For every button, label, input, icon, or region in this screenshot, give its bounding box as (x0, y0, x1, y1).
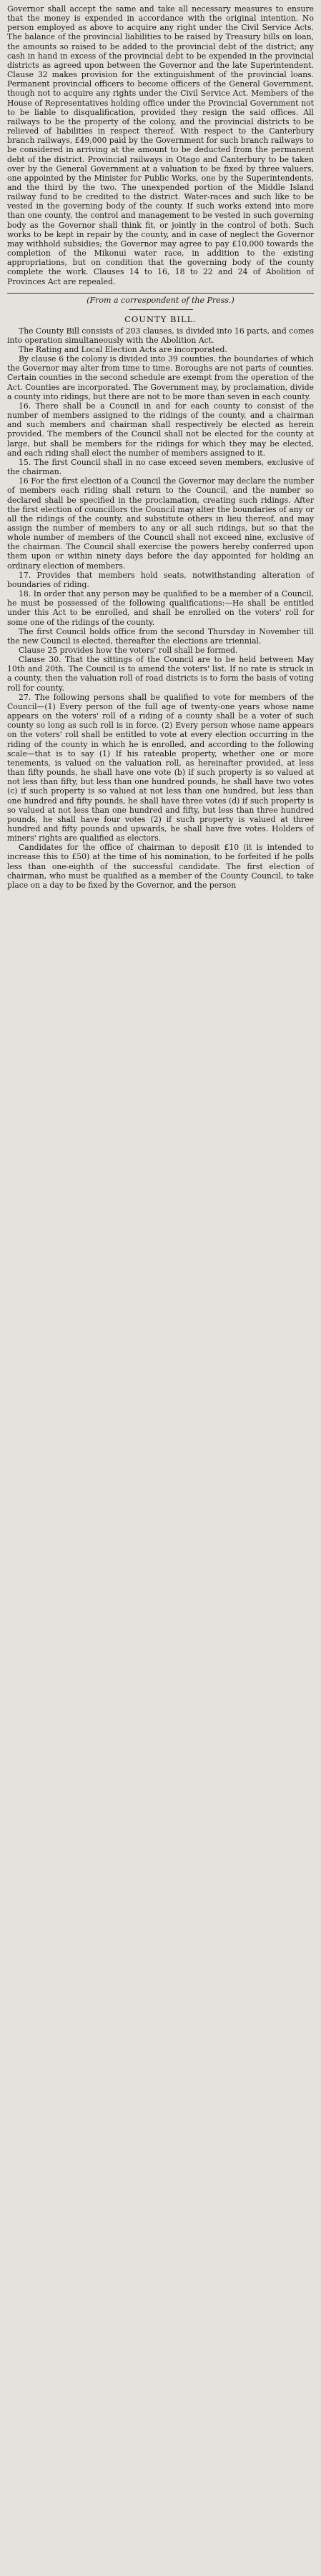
county-bill-paragraphs (7, 326, 314, 890)
article-paragraph: The Rating and Local Election Acts are incorporated. (19, 345, 227, 354)
article-paragraph: 17. Provides that members hold seats, notwithstanding alteration of boundaries of riding. (7, 570, 314, 589)
byline: (From a correspondent of the Press.) (87, 295, 234, 305)
article-paragraph: Clause 25 provides how the voters' roll shall be formed. (19, 646, 238, 655)
article-paragraph: The first Council holds office from the second Thursday in November till the new Council is elected, thereafter the elections are triennial. (7, 626, 314, 646)
article-paragraph: 15. The first Council shall in no case exceed seven members, exclusive of the chairman. (7, 457, 314, 477)
article-top-paragraph: Governor shall accept the same and take all necessary measures to ensure that the money is expended in accordance with the original intention. No person employed as above to acquire any right under the Civil Service Acts. The balance of the provincial liabilities to be raised by Treasury bills on loan, the amounts so raised to be added to the provincial debt of the district; any cash in hand in excess of the provincial debt to be expended in the provincial districts as agreed upon between the Governor and the late Superintendent. Clause 32 makes provision for the extinguishment of the provincial loans. Permanent provincial officers to become officers of the General Government, though not to acquire any rights under the Civil Service Act. Members of the House of Representatives holding office under the Provincial Government not to be liable to disqualification, provided they resign the said offices. All railways to be the property of the colony, and the provincial districts to be relieved of liabilities in respect thereof. With respect to the Canterbury branch railways, £49,000 paid by the Government for such branch railways to be considered in arriving at the amount to be deducted from the permanent debt of the district. Provincial railways in Otago and Canterbury to be taken over by the General Government at a valuation to be fixed by three valuers, one appointed by the Minister for Public Works, one by the Superintendents, and the third by the two. The unexpended portion of the Middle Island railway fund to be credited to the district. Water-races and such like to be vested in the governing body of the county. If such works extend into more than one county, the control and management to be vested in such governing body as the Governor shall think fit, or jointly in the control of both. Such works to be kept in repair by the county, and in case of neglect the Governor may withhold subsidies; the Governor may agree to pay £10,000 towards the completion of the Mikonui water race, in addition to the existing appropriations, but on condition that the governing body of the county complete the work. Clauses 14 to 16, 18 to 22 and 24 of Abolition of Provinces Act are repealed. (7, 4, 314, 286)
short-separator-rule (129, 309, 193, 310)
article-paragraph: Candidates for the office of chairman to deposit £10 (it is intended to increase this to £50) at the time of his nomination, to be forfeited if he polls less than one-eighth of the successful candidate. The first election of chairman, who must be qualified as a member of the County Council, to take place on a day to be fixed by the Governor, and the person (7, 843, 314, 890)
separator-rule (7, 293, 314, 294)
article-paragraph: 18. In order that any person may be qualified to be a member of a Council, he must be possessed of the following qualifications:—He shall be entitled under this Act to be enrolled, and shall be enrolled on the voters' roll for some one of the ridings of the county. (7, 589, 314, 627)
article-paragraph: 16. There shall be a Council in and for each county to consist of the number of members assigned to the ridings of the county, and a chairman and such members and chairman shall respectively be elected as herein provided. The members of the Council shall not be elected for the county at large, but shall be members for the ridings for which they may be elected, and each riding shall elect the number of members assigned to it. (7, 401, 314, 458)
article-paragraph: By clause 6 the colony is divided into 39 counties, the boundaries of which the Governor may alter from time to time. Boroughs are not parts of counties. Certain counties in the second schedule are exempt from the operation of the Act. Counties are incorporated. The Government may, by proclamation, divide a county into ridings, but there are not to be more than seven in each county. (7, 354, 314, 401)
article-paragraph: The County Bill consists of 203 clauses, is divided into 16 parts, and comes into operation simultaneously with the Abolition Act. (7, 326, 314, 345)
article-paragraph: Clause 30. That the sittings of the Council are to be held between May 10th and 20th. The Council is to amend the voters' list. If no rate is struck in a county, then the valuation roll of road districts is to form the basis of voting roll for county. (7, 655, 314, 693)
article-paragraph: 27. The following persons shall be qualified to vote for members of the Council—(1) Every person of the full age of twenty-one years whose name appears on the voters' roll of a riding of a county shall be a voter of such county so long as such roll is in force. (2) Every person whose name appears on the voters' roll shall be entitled to vote at every election occurring in the riding of the county in which he is enrolled, and according to the following scale—that is to say (1) If his rateable property, whether one or more tenements, is valued on the valuation roll, as hereinafter provided, at less than fifty pounds, he shall have one vote (b) if such property is so valued at not less than fifty, but less than one hundred pounds, he shall have two votes (c) if such property is so valued at not less than one hundred, but less than one hundred and fifty pounds, he shall have three votes (d) if such property is so valued at not less than one hundred and fifty, but less than three hundred pounds, he shall have four votes (2) if such property is valued at three hundred and fifty pounds and upwards, he shall have five votes. Holders of miners' rights are qualified as electors. (7, 692, 314, 843)
section-heading: COUNTY BILL. (124, 314, 197, 324)
article-paragraph: 16 For the first election of a Council the Governor may declare the number of members each riding shall return to the Council, and the number so declared shall be specified in the proclamation, creating such ridings. After the first election of councillors the Council may alter the boundaries of any or all the ridings of the county, and substitute others in lieu thereof, and may assign the number of members to any or all such ridings, but so that the whole number of members of the Council shall not exceed nine, exclusive of the chairman. The Council shall exercise the powers hereby conferred upon them upon or within ninety days before the day appointed for holding an ordinary election of members. (7, 476, 314, 571)
article-column (7, 4, 314, 890)
